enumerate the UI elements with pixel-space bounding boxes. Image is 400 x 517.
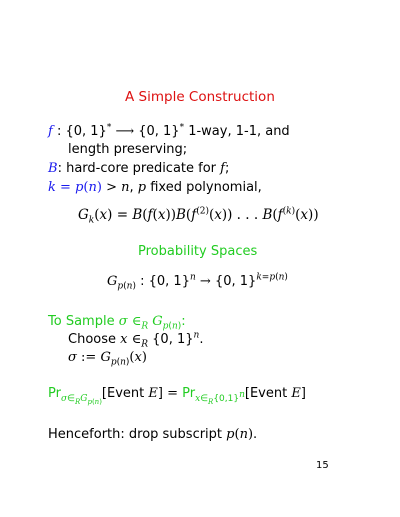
section-heading-probability-spaces: Probability Spaces bbox=[138, 244, 258, 259]
fixed-polynomial: fixed polynomial, bbox=[146, 180, 262, 195]
semicolon: ; bbox=[224, 161, 230, 176]
definition-line-length: length preserving; bbox=[68, 142, 188, 157]
generator-definition: $G_k(x) = B(f(x))B(f^{(2)}(x))$ . . . $B(f^{(k)}(x))$ bbox=[78, 206, 319, 226]
k-equals-pn: k = p(n) bbox=[48, 180, 102, 195]
f-mapping-math: : {0, 1}* ⟶ {0, 1}* bbox=[52, 122, 185, 139]
henceforth-note: Henceforth: drop subscript p(n). bbox=[48, 427, 258, 442]
f-symbol-inline: f bbox=[220, 161, 225, 176]
definition-line-f bbox=[48, 124, 290, 140]
definition-line-k bbox=[48, 180, 262, 196]
probability-space-map: $G_{p(n)}$ : {0, 1}$^n$ → {0, 1}$^{k=p(n)}$ bbox=[107, 272, 288, 292]
henceforth-text: Henceforth: drop subscript bbox=[48, 427, 227, 442]
f-symbol: f bbox=[48, 124, 53, 139]
b-symbol: B bbox=[48, 161, 58, 176]
to-sample-heading: To Sample σ $\in_R$ $G_{p(n)}$: bbox=[48, 314, 186, 332]
slide-title: A Simple Construction bbox=[125, 89, 275, 105]
b-description: : hard-core predicate for bbox=[57, 161, 221, 176]
page-number: 15 bbox=[316, 460, 329, 471]
probability-equality: $Pr_{\sigma\in_RG_{p(n)}}[Event$ $E] = Pr_{x\in_R\{0,1\}^n}[Event$ E] bbox=[48, 386, 306, 406]
choose-label: Choose bbox=[68, 332, 121, 347]
choose-step: Choose x $\in_R$ {0, 1}$^n$. bbox=[68, 330, 204, 350]
k-inequality: > n, p bbox=[106, 180, 147, 195]
sigma-assignment: σ := $G_{p(n)}(x)$ bbox=[68, 350, 147, 368]
f-properties: 1-way, 1-1, and bbox=[184, 124, 290, 139]
to-sample-label: To Sample bbox=[48, 314, 119, 329]
definition-line-b bbox=[48, 161, 229, 177]
